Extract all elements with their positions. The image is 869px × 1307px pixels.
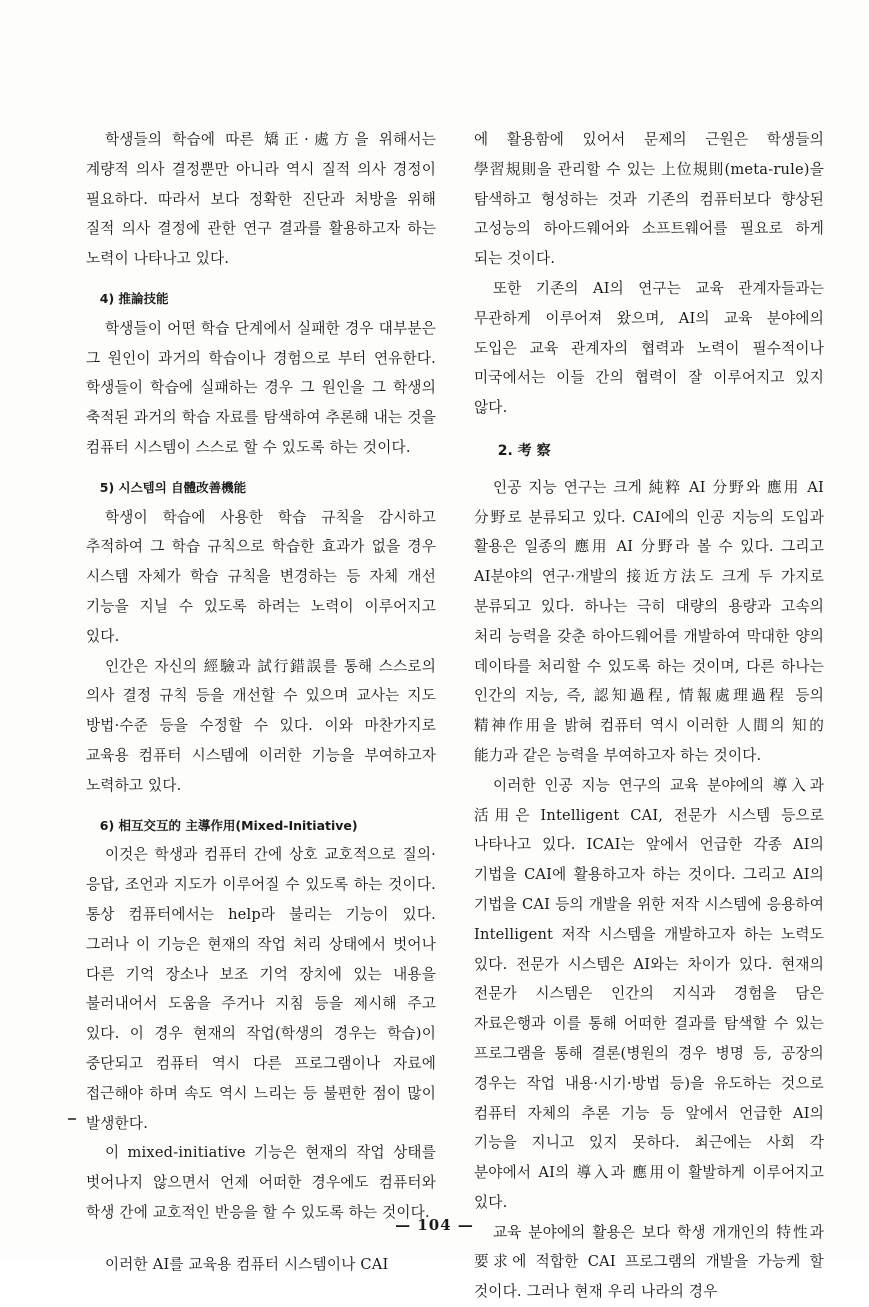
subsection-heading-5: 5) 시스템의 自體改善機能 — [99, 479, 247, 495]
subsection-heading-4: 4) 推論技能 — [99, 290, 169, 306]
paragraph: 학생들이 어떤 학습 단계에서 실패한 경우 대부분은 그 원인이 과거의 학습이나 경험으로 부터 연유한다. 학생들이 학습에 실패하는 경우 그 원인을 그 학생의 축적된 과거의 학습 자료를 탐색하여 추론해 내는 것을 컴퓨터 시스템이 스스로 할 수 있도록 하는 것이다. — [86, 319, 436, 456]
paragraph: 이 mixed-initiative 기능은 현재의 작업 상태를 벗어나지 않으면서 언제 어떠한 경우에도 컴퓨터와 학생 간에 교호적인 반응을 할 수 있도록 하는 것이다. — [86, 1144, 436, 1221]
paragraph: 또한 기존의 AI의 연구는 교육 관계자들과는 무관하게 이루어져 왔으며, AI의 교육 분야에의 도입은 교육 관계자의 협력과 노력이 필수적이나 미국에서는 이들 간의 협력이 잘 이루어지고 있지 않다. — [474, 279, 824, 417]
paragraph: 학생들의 학습에 따른 矯正·處方을 위해서는 계량적 의사 결정뿐만 아니라 역시 질적 의사 경정이 필요하다. 따라서 보다 정확한 진단과 처방을 위해 질적 의사 결정에 관한 연구 결과를 활용하고자 하는 노력이 나타나고 있다. — [86, 131, 436, 268]
right-column — [474, 125, 824, 1307]
paragraph: 에 활용함에 있어서 문제의 근원은 학생들의 學習規則을 관리할 수 있는 上位規則(meta-rule)을 탐색하고 형성하는 것과 기존의 컴퓨터보다 향상된 고성능의 하아드웨어와 소프트웨어를 필요로 하게 되는 것이다. — [474, 131, 824, 268]
page-number: — 104 — — [395, 1216, 474, 1234]
section-heading: 2. 考 察 — [497, 442, 551, 459]
paragraph: 인공 지능 연구는 크게 純粹 AI 分野와 應用 AI 分野로 분류되고 있다. CAI에의 인공 지능의 도입과 활용은 일종의 應用 AI 分野라 볼 수 있다. 그리고 AI분야의 연구·개발의 接近方法도 크게 두 가지로 분류되고 있다. 하나는 극히 대량의 용량과 고속의 처리 능력을 갖춘 하아드웨어를 개발하여 막대한 양의 데이타를 처리할 수 있도록 하는 것이며, 다른 하나는 인간의 지능, 즉, 認知過程, 情報處理過程 등의 精神作用을 밝혀 컴퓨터 역시 이러한 人間의 知的 能力과 같은 능력을 부여하고자 하는 것이다. — [474, 478, 824, 764]
scan-mark — [68, 1118, 76, 1120]
subsection-heading-6: 6) 相互交互的 主導作用(Mixed-Initiative) — [99, 817, 358, 833]
left-column — [86, 125, 436, 1279]
paragraph: 학생이 학습에 사용한 학습 규칙을 감시하고 추적하여 그 학습 규칙으로 학습한 효과가 없을 경우 시스템 자체가 학습 규칙을 변경하는 등 자체 개선 기능을 지닐 수 있도록 하려는 노력이 이루어지고 있다. — [86, 508, 436, 645]
paragraph: 교육 분야에의 활용은 보다 학생 개개인의 特性과 要求에 적합한 CAI 프로그램의 개발을 가능케 할 것이다. 그러나 현재 우리 나라의 경우 — [474, 1223, 824, 1301]
paragraph: 이러한 AI를 교육용 컴퓨터 시스템이나 CAI — [104, 1255, 389, 1273]
paragraph: 이것은 학생과 컴퓨터 간에 상호 교호적으로 질의·응답, 조언과 지도가 이루어질 수 있도록 하는 것이다. 통상 컴퓨터에서는 help라 불리는 기능이 있다. 그러나 이 기능은 현재의 작업 처리 상태에서 벗어나 다른 기억 장소나 보조 기억 장치에 있는 내용을 불러내어서 도움을 주거나 지침 등을 제시해 주고 있다. 이 경우 현재의 작업(학생의 경우는 학습)이 중단되고 컴퓨터 역시 다른 프로그램이나 자료에 접근해야 하며 속도 역시 느리는 등 불편한 점이 많이 발생한다. — [86, 846, 436, 1132]
paragraph: 인간은 자신의 經驗과 試行錯誤를 통해 스스로의 의사 결정 규칙 등을 개선할 수 있으며 교사는 지도 방법·수준 등을 수정할 수 있다. 이와 마찬가지로 교육용 컴퓨터 시스템에 이러한 기능을 부여하고자 노력하고 있다. — [86, 657, 436, 794]
paragraph: 이러한 인공 지능 연구의 교육 분야에의 導入과 活用은 Intelligent CAI, 전문가 시스템 등으로 나타나고 있다. ICAI는 앞에서 언급한 각종 AI의 기법을 CAI에 활용하고자 하는 것이다. 그리고 AI의 기법을 CAI 등의 개발을 위한 저작 시스템에 응용하여 Intelligent 저작 시스템을 개발하고자 하는 노력도 있다. 전문가 시스템은 AI와는 차이가 있다. 현재의 전문가 시스템은 인간의 지식과 경험을 담은 자료은행과 이를 통해 어떠한 결과를 탐색할 수 있는 프로그램을 통해 결론(병원의 경우 병명 등, 공장의 경우는 작업 내용·시기·방법 등)을 유도하는 것으로 컴퓨터 자체의 추론 기능 등 앞에서 언급한 AI의 기능을 지니고 있지 못하다. 최근에는 사회 각 분야에서 AI의 導入과 應用이 활발하게 이루어지고 있다. — [474, 776, 824, 1211]
